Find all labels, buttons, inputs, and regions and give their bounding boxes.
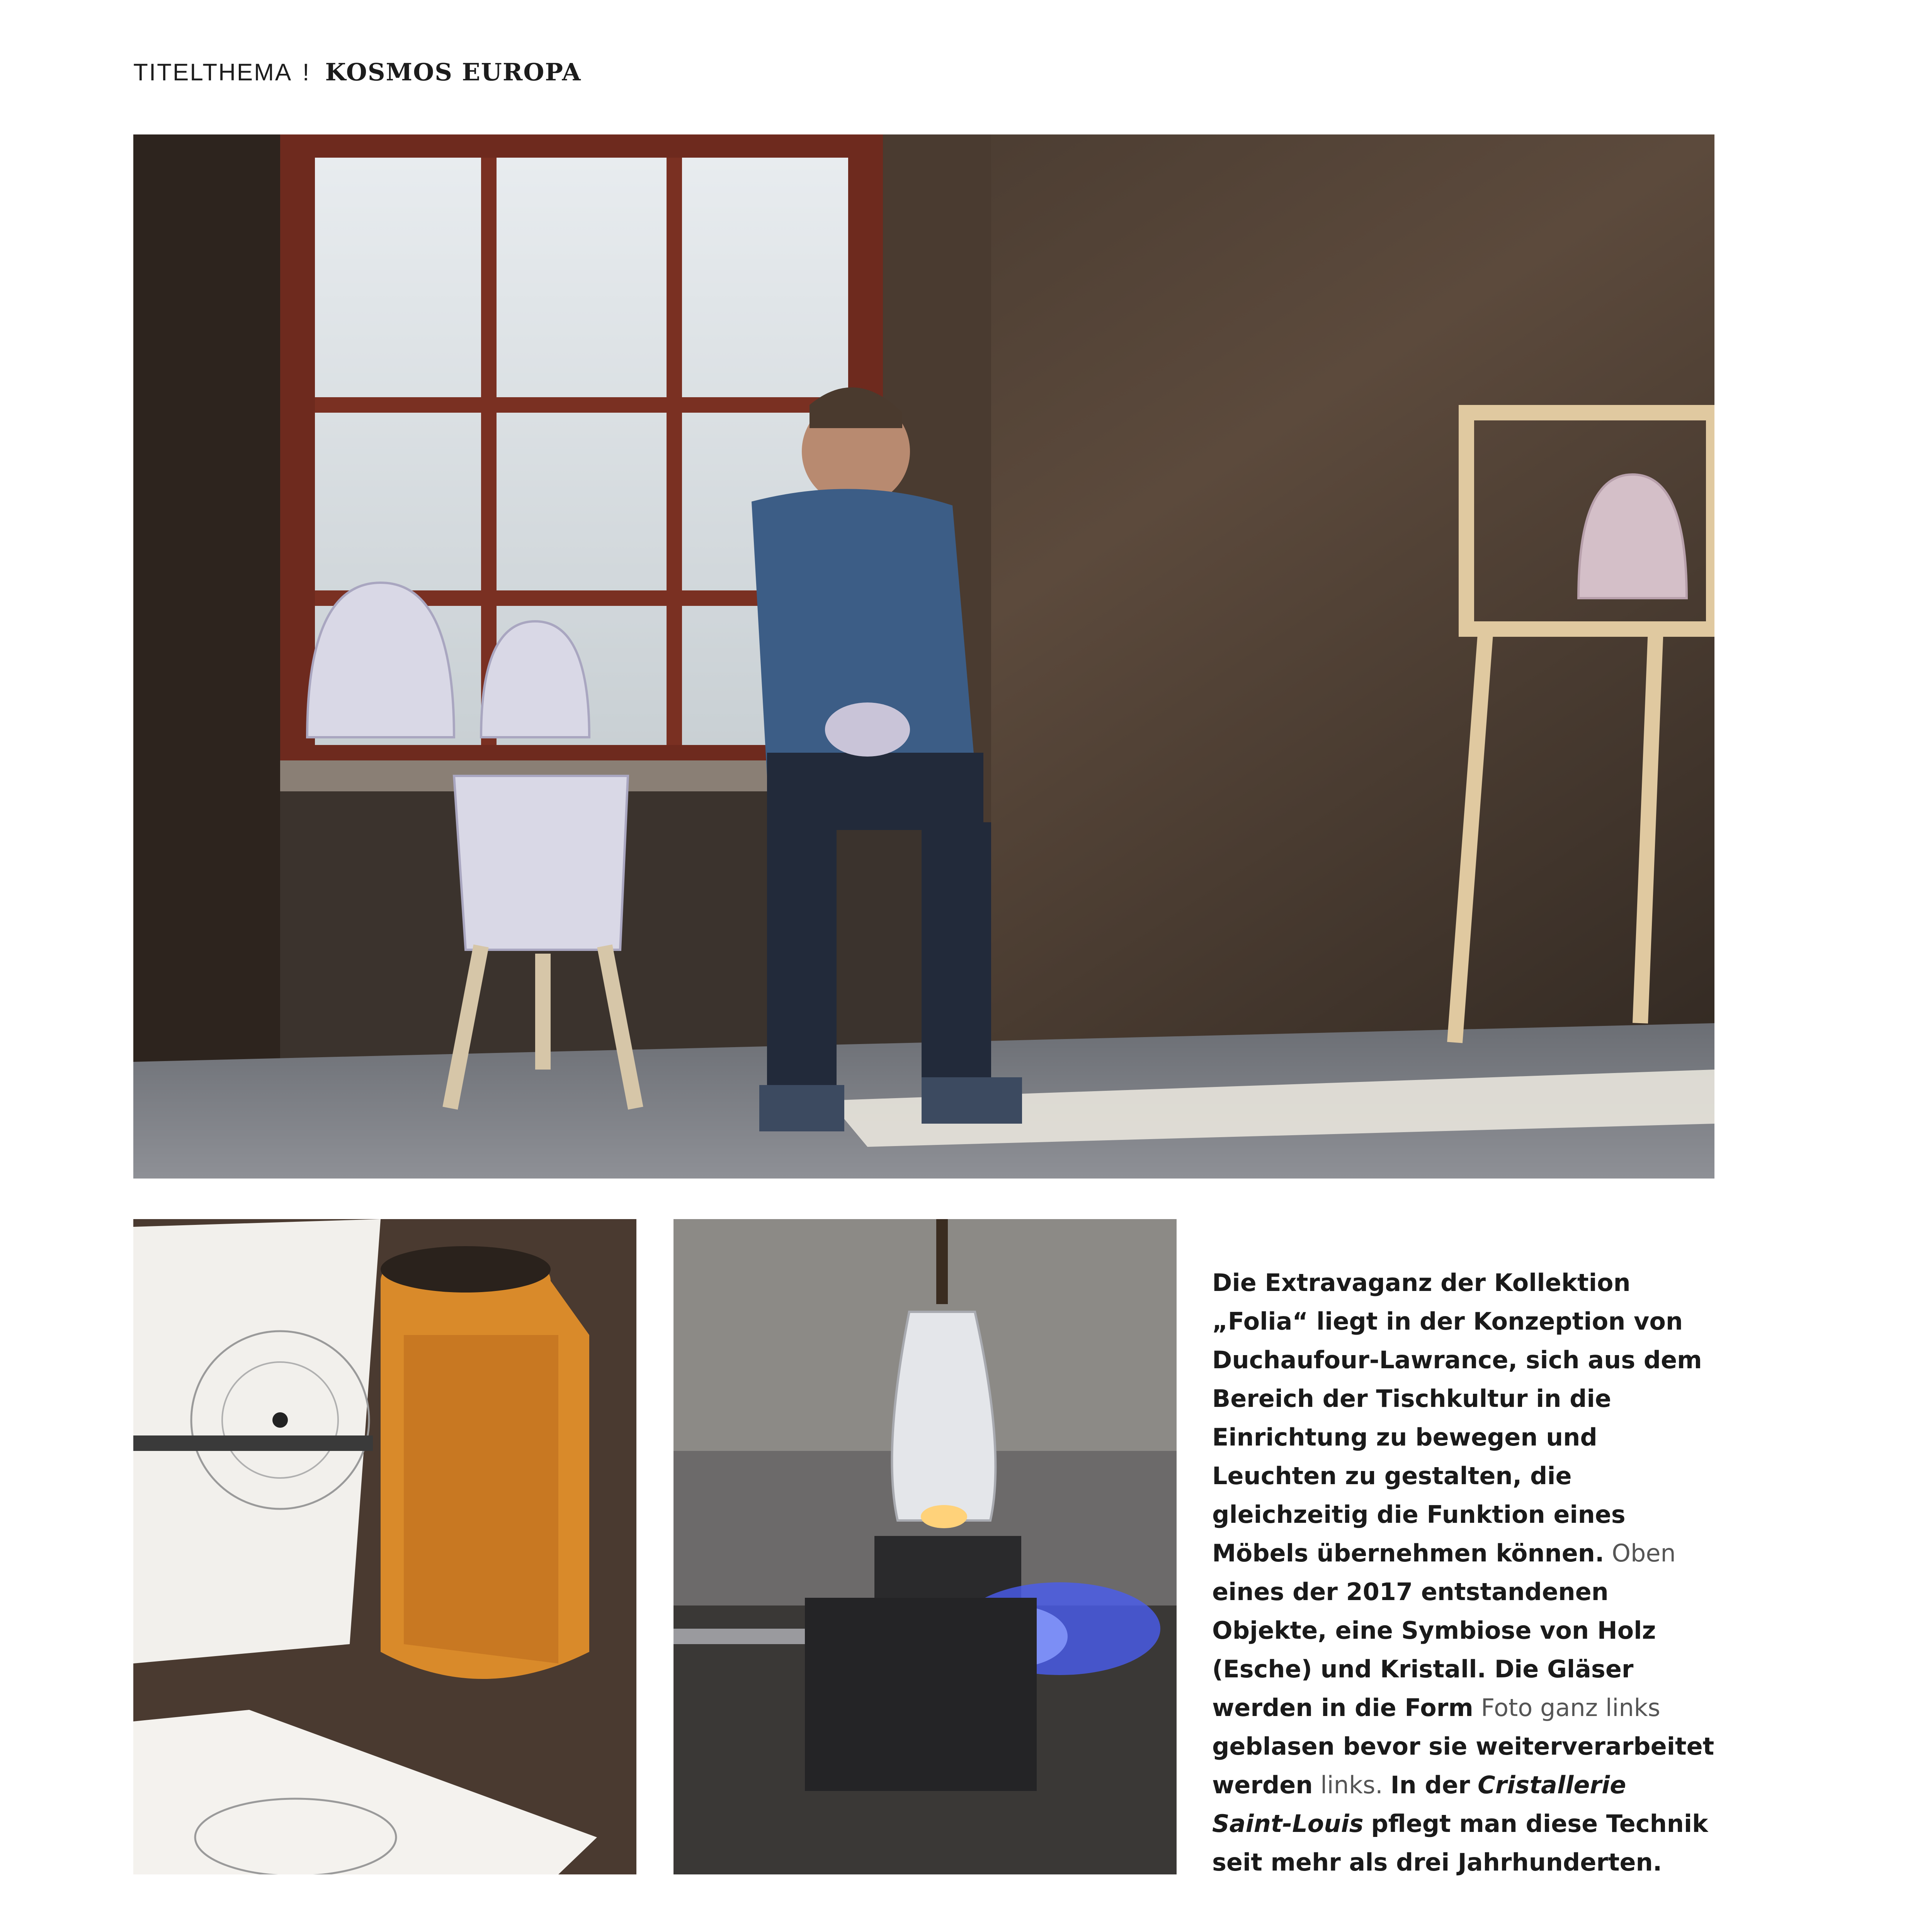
header-separator: ! xyxy=(303,59,311,86)
caption-object: eines der 2017 entstandenen Objekte, eine Symbiose von Holz (Esche) und Kristall. Die Gläser werden in die Form xyxy=(1212,1578,1656,1722)
caption-ref-above: Oben xyxy=(1612,1539,1676,1567)
caption-in-the: In der xyxy=(1390,1771,1470,1799)
header-topic: KOSMOS EUROPA xyxy=(325,58,582,86)
caption-intro: Die Extravaganz der Kollektion „Folia“ liegt in der Konzeption von Duchaufour-Lawrance, sich aus dem Bereich der Tischkultur in die Einrichtung zu bewegen und Leuchten zu gestalten, die gleichzeitig die Funktion eines Möbels übernehmen können. xyxy=(1212,1269,1702,1567)
photo-caption xyxy=(1212,1264,1714,1882)
header-section: TITELTHEMA xyxy=(133,59,291,86)
main-photo-designer-in-workshop xyxy=(133,134,1714,1179)
photo-orange-mold-with-drawings xyxy=(133,1219,636,1874)
caption-blown: geblasen bevor sie weiterverarbeitet werden xyxy=(1212,1732,1714,1799)
caption-ref-far-left: Foto ganz links xyxy=(1481,1694,1660,1722)
running-header xyxy=(133,58,582,86)
caption-cristallerie: Cristallerie Saint-Louis xyxy=(1212,1771,1626,1838)
caption-ref-left: links. xyxy=(1320,1771,1383,1799)
photo-glass-shaping-flame xyxy=(673,1219,1177,1874)
caption-tradition: pflegt man diese Technik seit mehr als drei Jahrhunderten. xyxy=(1212,1810,1708,1876)
